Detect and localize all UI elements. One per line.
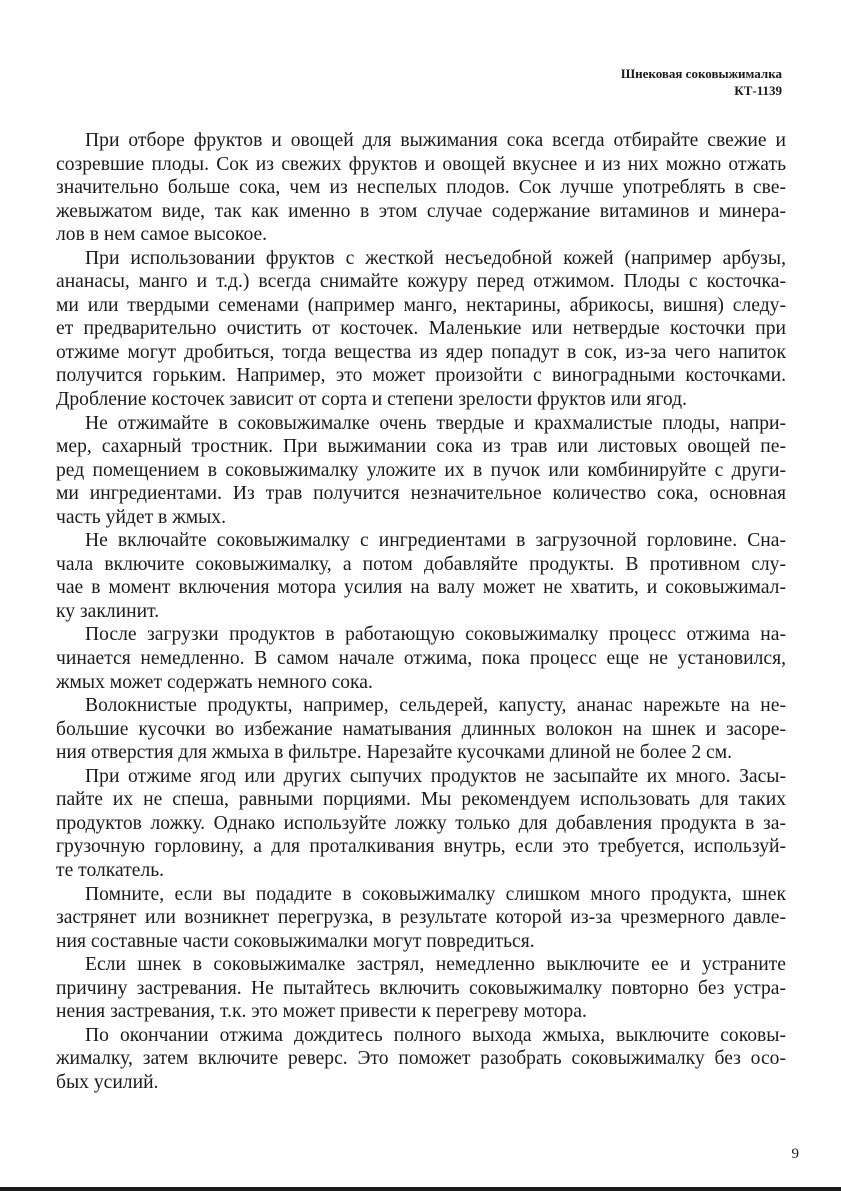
paragraph (56, 247, 786, 412)
text-line: Волокнистые продукты, например, сельдерей, капусту, ананас нарежьте на не- (85, 695, 786, 717)
text-line: причину застревания. Не пытайтесь включить соковыжималку повторно без устра- (56, 977, 786, 999)
text-line: созревшие плоды. Сок из свежих фруктов и овощей вкуснее и из них можно отжать (56, 153, 786, 175)
text-line: отжиме могут дробиться, тогда вещества из ядер попадут в сок, из-за чего напиток (56, 341, 786, 363)
text-line: значительно больше сока, чем из неспелых плодов. Сок лучше употреблять в све- (56, 177, 786, 199)
text-line: лов в нем самое высокое. (56, 224, 268, 246)
paragraph (56, 623, 786, 694)
text-line: При использовании фруктов с жесткой несъедобной кожей (например арбузы, (85, 247, 786, 269)
paragraph (56, 529, 786, 623)
text-line: жевыжатом виде, так как именно в этом случае содержание витаминов и минера- (56, 200, 786, 222)
header-title: Шнековая соковыжималка (620, 66, 782, 81)
text-line: большие кусочки во избежание наматывания длинных волокон на шнек и засоре- (56, 718, 786, 740)
text-line: ми ингредиентами. Из трав получится незначительное количество сока, основная (56, 483, 786, 505)
text-line: мер, сахарный тростник. При выжимании сока из трав или листовых овощей пе- (56, 436, 786, 458)
paragraph (56, 883, 786, 954)
text-line: застрянет или возникнет перегрузка, в результате которой из-за чрезмерного давле- (56, 907, 786, 929)
text-line: ния отверстия для жмыха в фильтре. Нарезайте кусочками длиной не более 2 см. (56, 742, 733, 764)
text-line: ет предварительно очистить от косточек. Маленькие или нетвердые косточки при (56, 318, 786, 340)
text-line: те толкатель. (56, 859, 165, 881)
paragraph (56, 694, 786, 765)
text-line: чала включите соковыжималку, а потом добавляйте продукты. В противном слу- (56, 553, 786, 575)
page-header (621, 65, 782, 99)
text-line: чинается немедленно. В самом начале отжима, пока процесс еще не установился, (56, 648, 786, 670)
text-line: Помните, если вы подадите в соковыжималку слишком много продукта, шнек (85, 883, 786, 905)
page-number: 9 (791, 1146, 799, 1162)
paragraph (56, 412, 786, 530)
text-line: ред помещением в соковыжималку уложите их в пучок или комбинируйте с други- (56, 459, 786, 481)
text-line: грузочную горловину, а для проталкивания внутрь, если это требуется, используй- (56, 836, 786, 858)
text-line: Если шнек в соковыжималке застрял, немедленно выключите ее и устраните (85, 954, 786, 976)
text-line: нения застревания, т.к. это может привести к перегреву мотора. (56, 1001, 587, 1023)
text-line: жмых может содержать немного сока. (56, 671, 373, 693)
text-line: При отборе фруктов и овощей для выжимания сока всегда отбирайте свежие и (85, 130, 786, 151)
text-line: получится горьким. Например, это может произойти с виноградными косточками. (56, 365, 786, 387)
paragraph (56, 129, 786, 247)
text-line: ку заклинит. (56, 600, 160, 622)
text-line: После загрузки продуктов в работающую соковыжималку процесс отжима на- (85, 624, 786, 646)
text-line: жималку, затем включите реверс. Это поможет разобрать соковыжималку без осо- (56, 1048, 786, 1070)
text-line: ананасы, манго и т.д.) всегда снимайте кожуру перед отжимом. Плоды с косточка- (56, 271, 786, 293)
text-line: Дробление косточек зависит от сорта и степени зрелости фруктов или ягод. (56, 389, 687, 411)
text-line: ми или твердыми семенами (например манго, нектарины, абрикосы, вишня) следу- (56, 294, 786, 316)
text-line: часть уйдет в жмых. (56, 506, 227, 528)
paragraph (56, 765, 786, 883)
text-line: ния составные части соковыжималки могут повредиться. (56, 930, 535, 952)
bottom-border (0, 1187, 841, 1191)
text-line: Не отжимайте в соковыжималке очень твердые и крахмалистые плоды, напри- (85, 412, 786, 434)
text-line: продуктов ложку. Однако используйте ложку только для добавления продукта в за- (56, 812, 786, 834)
text-line: При отжиме ягод или других сыпучих продуктов не засыпайте их много. Засы- (85, 765, 786, 787)
text-line: пайте их не спеша, равными порциями. Мы рекомендуем использовать для таких (56, 789, 786, 811)
text-line: бых усилий. (56, 1071, 159, 1093)
paragraph (56, 953, 786, 1024)
paragraph (56, 1024, 786, 1095)
text-line: чае в момент включения мотора усилия на валу может не хватить, и соковыжимал- (56, 577, 786, 599)
header-model: КТ-1139 (734, 83, 782, 98)
body-text (56, 129, 786, 1094)
text-line: Не включайте соковыжималку с ингредиентами в загрузочной горловине. Сна- (85, 530, 786, 552)
text-line: По окончании отжима дождитесь полного выхода жмыха, выключите соковы- (85, 1024, 786, 1046)
